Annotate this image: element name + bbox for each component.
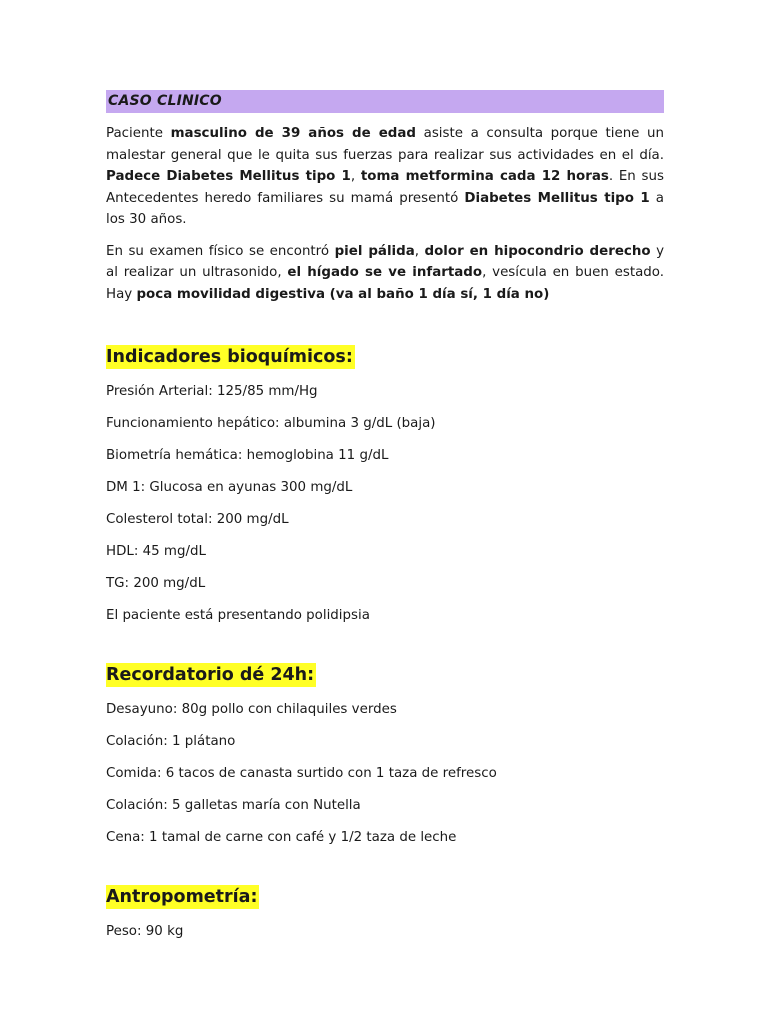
list-item: El paciente está presentando polidipsia [106,608,370,623]
list-item: DM 1: Glucosa en ayunas 300 mg/dL [106,480,353,495]
list-item: Comida: 6 tacos de canasta surtido con 1 taza de refresco [106,766,497,781]
list-item: HDL: 45 mg/dL [106,544,206,559]
bold-text-run: piel pálida [334,243,415,259]
text-run: asiste a consulta porque tiene un malestar general que le quita sus fuerzas para realizar sus actividades en el día. [106,126,664,163]
section-title-anthropometry: Antropometría: [106,887,258,907]
text-run: , vesícula en buen estado. Hay [106,265,664,302]
recall-list [106,701,664,847]
bold-text-run: poca movilidad digestiva (va al baño 1 día sí, 1 día no) [136,286,550,302]
bold-text-run: Padece Diabetes Mellitus tipo 1 [106,169,351,184]
list-item: Biometría hemática: hemoglobina 11 g/dL [106,448,389,463]
list-item: Colación: 1 plátano [106,734,236,749]
list-item: Peso: 90 kg [106,924,184,939]
list-item: Colación: 5 galletas maría con Nutella [106,798,361,813]
case-paragraph-2 [106,241,664,306]
bold-text-run: Diabetes Mellitus tipo 1 [464,190,650,206]
biochemical-list [106,383,664,625]
section-title-biochemical: Indicadores bioquímicos: [106,347,353,367]
bold-text-run: toma metformina cada 12 horas [360,169,609,184]
case-title: CASO CLINICO [108,93,222,109]
list-item: Cena: 1 tamal de carne con café y 1/2 taza de leche [106,830,457,845]
case-paragraph-1 [106,123,664,231]
list-item: Desayuno: 80g pollo con chilaquiles verdes [106,702,397,717]
list-item: TG: 200 mg/dL [106,576,206,591]
text-run: . En sus Antecedentes heredo familiares su mamá presentó [106,169,664,206]
list-item: Colesterol total: 200 mg/dL [106,512,289,527]
text-run: y al realizar un ultrasonido, [106,243,664,280]
list-item: Presión Arterial: 125/85 mm/Hg [106,384,318,399]
text-run: Paciente [106,126,171,141]
text-run: , [414,243,425,259]
text-run: a los 30 años. [106,190,664,227]
bold-text-run: masculino de 39 años de edad [170,126,416,141]
text-run: En su examen físico se encontró [106,243,335,259]
section-title-24h-recall: Recordatorio dé 24h: [106,665,315,685]
text-run: , [350,169,361,184]
list-item: Funcionamiento hepático: albumina 3 g/dL (baja) [106,416,436,431]
bold-text-run: el hígado se ve infartado [287,265,483,280]
document-page [106,90,664,941]
anthropometry-list [106,923,664,941]
case-header [106,90,664,113]
bold-text-run: dolor en hipocondrio derecho [424,243,651,259]
